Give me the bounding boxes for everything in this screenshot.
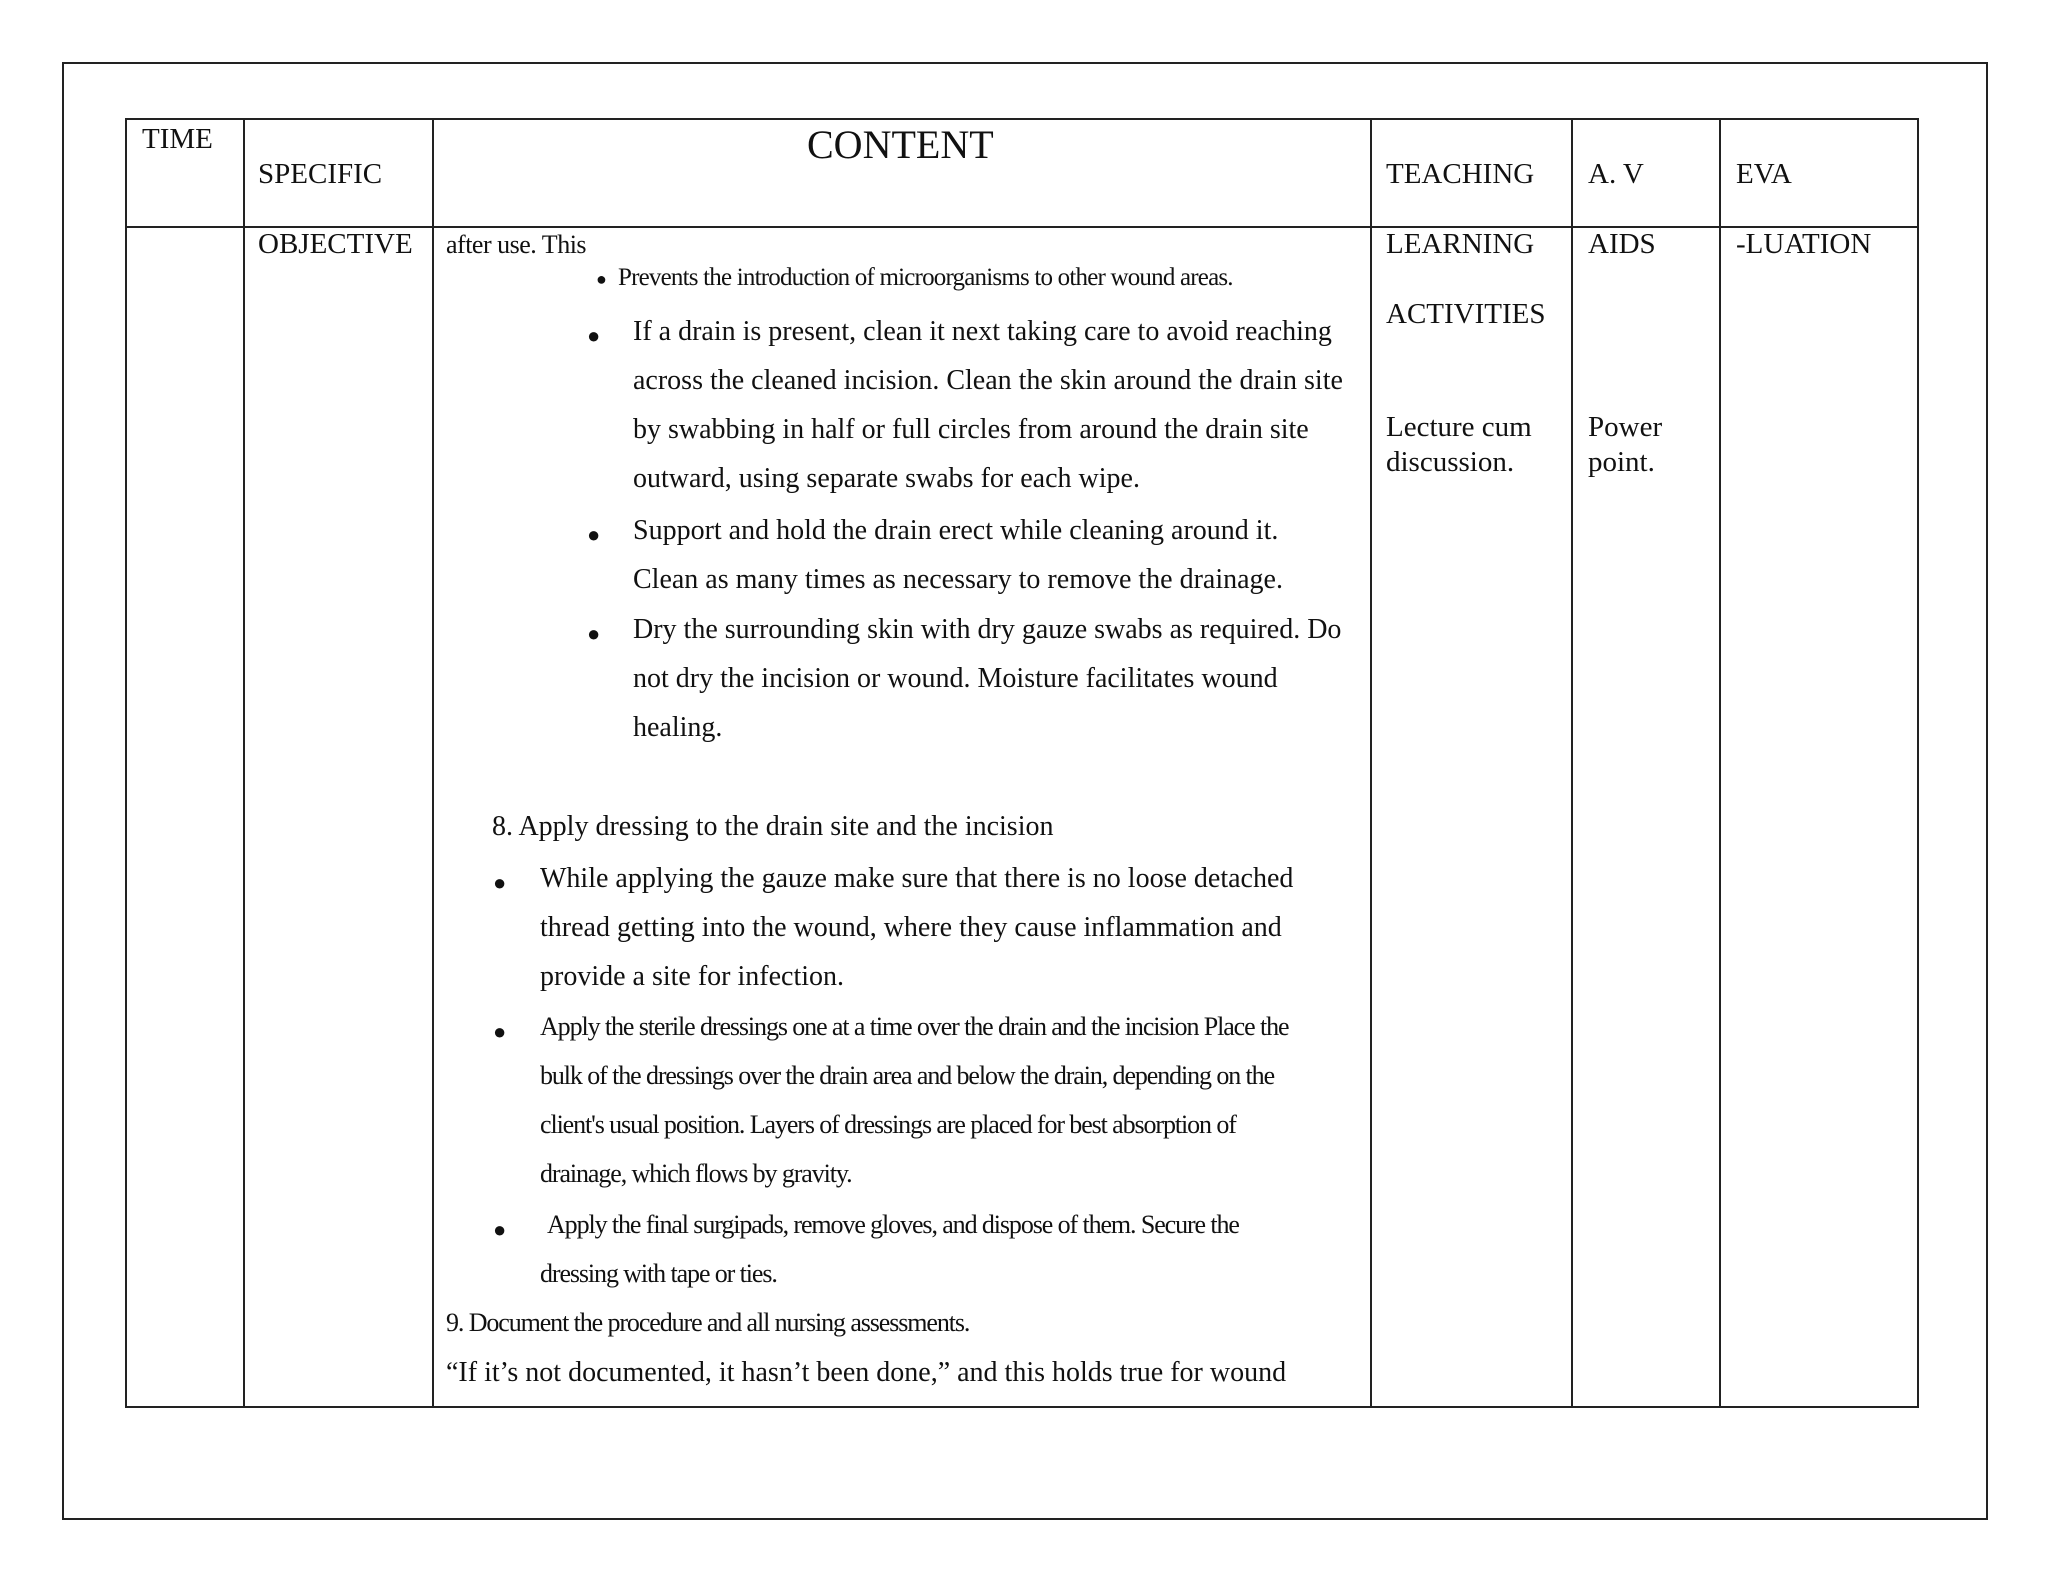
column-divider (1571, 120, 1573, 1406)
header-objective-line: OBJECTIVE (258, 228, 413, 260)
header-av-aids (1588, 122, 1656, 297)
content-line: by swabbing in half or full circles from around the drain site (633, 414, 1309, 445)
bullet-icon: ● (493, 1019, 507, 1044)
header-av-line: A. V (1588, 158, 1644, 190)
teaching-activity-line: Lecture cum (1386, 411, 1532, 443)
content-step-8: 8. Apply dressing to the drain site and the incision (492, 811, 1054, 842)
header-content: CONTENT (807, 122, 994, 167)
av-aid-line: point. (1588, 446, 1655, 478)
content-line: drainage, which flows by gravity. (540, 1159, 852, 1188)
content-line: Dry the surrounding skin with dry gauze swabs as required. Do (633, 614, 1342, 645)
content-step-9: 9. Document the procedure and all nursing assessments. (446, 1308, 970, 1337)
column-divider (432, 120, 434, 1406)
header-teaching-learning-activities (1386, 122, 1545, 367)
header-teaching-line: ACTIVITIES (1386, 298, 1546, 330)
bullet-icon: ● (587, 323, 601, 348)
av-aid (1588, 410, 1662, 480)
content-line: thread getting into the wound, where they cause inflammation and (540, 912, 1282, 943)
header-av-line: AIDS (1588, 228, 1656, 260)
column-divider (1370, 120, 1372, 1406)
bullet-icon: ● (596, 269, 607, 289)
column-divider (1719, 120, 1721, 1406)
bullet-icon: ● (493, 870, 507, 895)
content-line: outward, using separate swabs for each wipe. (633, 463, 1140, 494)
av-aid-line: Power (1588, 411, 1663, 443)
header-teaching-line: LEARNING (1386, 228, 1535, 260)
content-line: provide a site for infection. (540, 961, 845, 992)
content-quote: “If it’s not documented, it hasn’t been done,” and this holds true for wound (446, 1357, 1287, 1388)
header-evaluation (1736, 122, 1871, 297)
content-line: client's usual position. Layers of dressings are placed for best absorption of (540, 1110, 1236, 1139)
header-time: TIME (142, 123, 213, 155)
header-teaching-line: TEACHING (1386, 158, 1535, 190)
content-line: bulk of the dressings over the drain area and below the drain, depending on the (540, 1061, 1275, 1090)
bullet-icon: ● (493, 1217, 507, 1242)
lesson-plan-table (125, 118, 1919, 1408)
content-line: Clean as many times as necessary to remove the drainage. (633, 564, 1283, 595)
header-specific-objective (258, 122, 413, 297)
header-objective-line: SPECIFIC (258, 158, 383, 190)
header-eval-line: EVA (1736, 158, 1792, 190)
content-line: across the cleaned incision. Clean the skin around the drain site (633, 365, 1343, 396)
content-line: Apply the sterile dressings one at a time over the drain and the incision Place the (540, 1012, 1289, 1041)
bullet-icon: ● (587, 621, 601, 646)
column-divider (243, 120, 245, 1406)
content-intro: after use. This (446, 230, 587, 259)
content-line: Support and hold the drain erect while cleaning around it. (633, 515, 1279, 546)
content-line: dressing with tape or ties. (540, 1259, 777, 1288)
header-eval-line: -LUATION (1736, 228, 1872, 260)
content-line: healing. (633, 712, 723, 743)
teaching-activity-line: discussion. (1386, 446, 1515, 478)
content-line: not dry the incision or wound. Moisture facilitates wound (633, 663, 1278, 694)
teaching-activity (1386, 410, 1532, 480)
content-line: Apply the final surgipads, remove gloves, and dispose of them. Secure the (547, 1210, 1239, 1239)
content-prevents: Prevents the introduction of microorganisms to other wound areas. (618, 264, 1233, 291)
bullet-icon: ● (587, 522, 601, 547)
content-line: While applying the gauze make sure that there is no loose detached (540, 863, 1294, 894)
content-line: If a drain is present, clean it next taking care to avoid reaching (633, 316, 1332, 347)
